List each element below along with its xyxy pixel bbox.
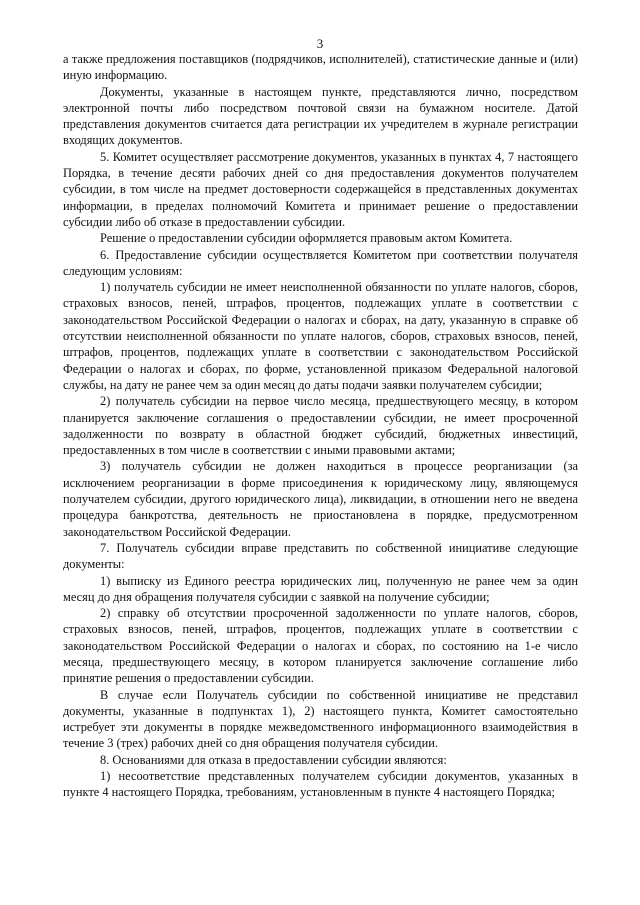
paragraph-clause-6: 6. Предоставление субсидии осуществляется Комитетом при соответствии получателя следующим условиям: — [63, 247, 578, 278]
paragraph-decision-act: Решение о предоставлении субсидии оформляется правовым актом Комитета. — [100, 231, 513, 246]
paragraph-continuation: а также предложения поставщиков (подрядчиков, исполнителей), статистические данные и (или) иную информацию. — [63, 52, 578, 83]
paragraph-condition-1: 1) получатель субсидии не имеет неисполненной обязанности по уплате налогов, сборов, страховых взносов, пеней, штрафов, процентов, подлежащих уплате в соответствии с законодательством Российской Федерации о налогах и сборах, на дату, указанную в справке об отсутствии неисполненной обязанности по уплате налогов, сборов, страховых взносов, пеней, штрафов, процентов, подлежащих уплате в соответствии с законодательством Российской Федерации о налогах и сборах, по форме, установленной приказом Федеральной налоговой службы, на дату не ранее чем за один месяц до даты подачи заявки получателем субсидии; — [63, 280, 578, 392]
paragraph-refusal-ground-1: 1) несоответствие представленных получателем субсидии документов, указанных в пункте 4 настоящего Порядка, требованиям, установленным в пункте 4 настоящего Порядка; — [63, 769, 578, 800]
paragraph-interagency-request: В случае если Получатель субсидии по собственной инициативе не представил документы, указанные в подпунктах 1), 2) настоящего пункта, Комитет самостоятельно истребует эти документы в порядке межведомственного информационного взаимодействия в течение 3 (трех) рабочих дней со дня обращения получателя субсидии. — [63, 687, 578, 751]
paragraph-document-1: 1) выписку из Единого реестра юридических лиц, полученную не ранее чем за один месяц до дня обращения получателя субсидии с заявкой на получение субсидии; — [63, 573, 578, 604]
paragraph-condition-3: 3) получатель субсидии не должен находиться в процессе реорганизации (за исключением реорганизации в форме присоединения к юридическому лицу, являющемуся получателем субсидии, другого юридического лица), ликвидации, в отношении него не введена процедура банкротства, деятельность не приостановлена в порядке, предусмотренном законодательством Российской Федерации. — [63, 459, 578, 539]
paragraph-document-2: 2) справку об отсутствии просроченной задолженности по уплате налогов, сборов, страховых взносов, пеней, штрафов, процентов, подлежащих уплате в соответствии с законодательством Российской Федерации о налогах и сборах, по состоянию на 1-е число месяца, предшествующего месяцу, в котором планируется заключение соглашение либо принятие решения о предоставлении субсидии. — [63, 606, 578, 686]
paragraph-clause-7: 7. Получатель субсидии вправе представить по собственной инициативе следующие документы: — [63, 540, 578, 572]
page-number: 3 — [316, 36, 324, 51]
paragraph-condition-2: 2) получатель субсидии на первое число месяца, предшествующего месяцу, в котором планируется заключение соглашения о предоставлении субсидии, не имеет просроченной задолженности по возврату в областной бюджет субсидий, бюджетных инвестиций, предоставленных в том числе в соответствии с иными правовыми актами; — [63, 394, 578, 458]
paragraph-clause-8: 8. Основаниями для отказа в предоставлении субсидии являются: — [100, 752, 447, 767]
paragraph-clause-5: 5. Комитет осуществляет рассмотрение документов, указанных в пунктах 4, 7 настоящего Порядка, в течение десяти рабочих дней со дня предоставления документов получателем субсидии, в том числе на предмет достоверности содержащейся в представленных документах информации, в пределах полномочий Комитета и принимает решение о предоставлении субсидии либо об отказе в предоставлении субсидии. — [63, 149, 578, 229]
paragraph-submission-methods: Документы, указанные в настоящем пункте, представляются лично, посредством электронной почты либо посредством почтовой связи на бумажном носителе. Датой представления документов считается дата регистрации их учредителем в журнале регистрации входящих документов. — [63, 84, 578, 148]
document-body — [63, 51, 578, 801]
